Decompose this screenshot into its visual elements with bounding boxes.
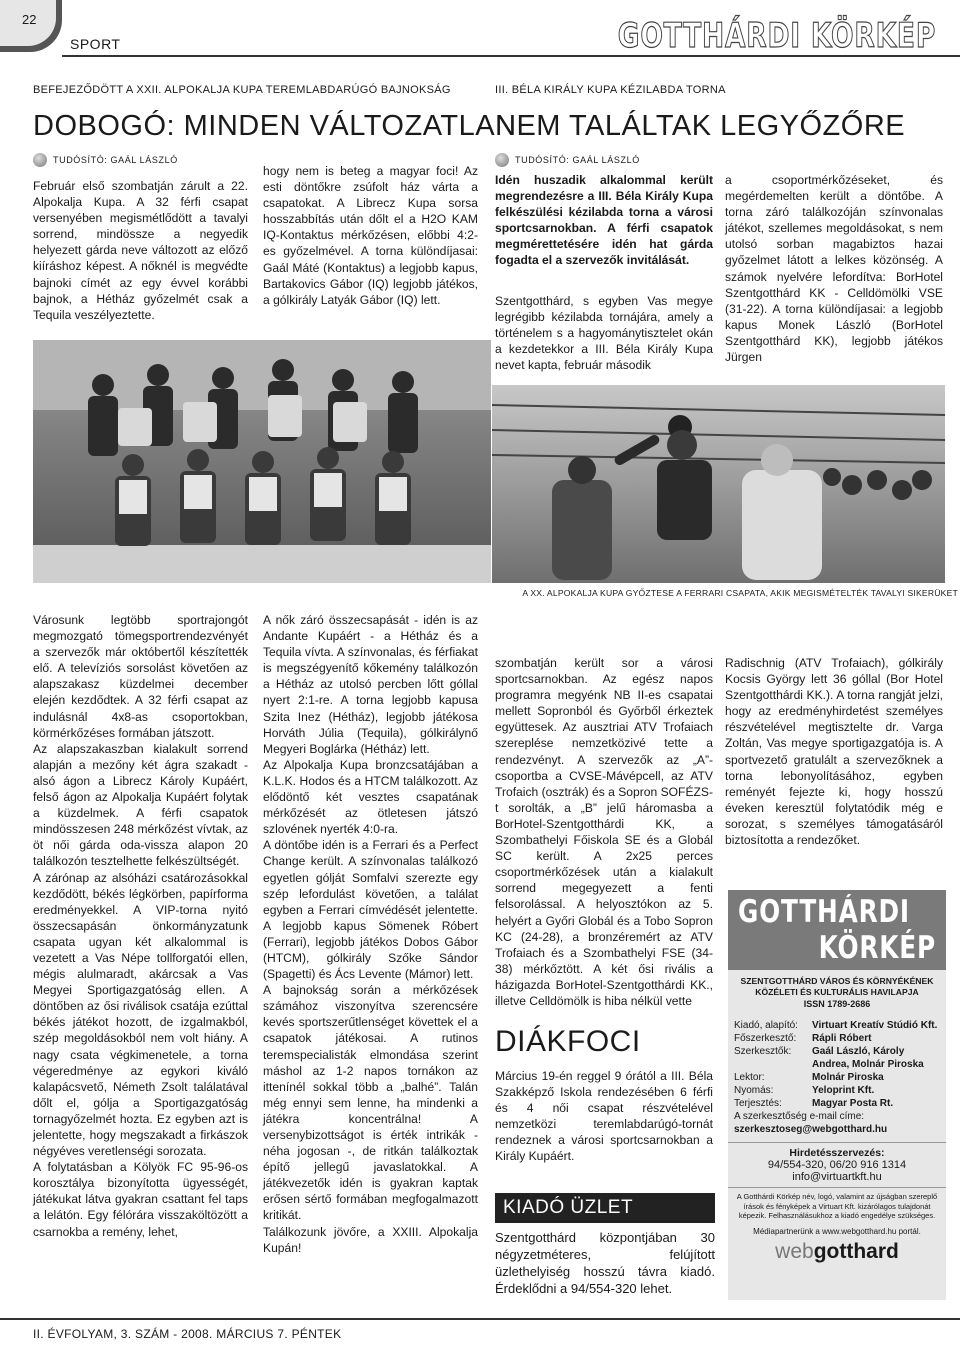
impressum-logo-line1: GOTTHÁRDI: [738, 894, 910, 930]
ads-label: Hirdetésszervezés:: [789, 1147, 885, 1159]
impressum-email-label: A szerkesztőség e-mail címe:: [734, 1111, 865, 1122]
team-photo-drawing: [33, 340, 491, 583]
article2-lead: Idén huszadik alkalommal került megrendezésre a III. Béla Király Kupa felkészülési kézilabda torna a városi sportcsarnokban. A férfi csapatok megmérettetésére idén hat gárda fogadta el a szervezők invitálását.: [495, 173, 713, 268]
ads-phone: 94/554-320, 06/20 916 1314: [767, 1159, 907, 1171]
page-number: 22: [22, 12, 37, 27]
handball-photo: [492, 385, 945, 583]
ad-title: KIADÓ ÜZLET: [495, 1193, 715, 1223]
page-number-tab: [0, 0, 62, 52]
article1-paragraph: Az Alpokalja Kupa bronzcsatájában a K.L.K. Hodos és a HTCM találkozott. Az elődöntő két vesztes csapatának mérkőzését az ötletesen játszó szlovének nyerték 4:0-ra.: [263, 757, 478, 837]
impressum-ads: [728, 1142, 946, 1187]
webgotthard-logo: [728, 1240, 946, 1264]
byline-bullet-icon: [495, 153, 509, 167]
article1-paragraph: A döntőbe idén is a Ferrari és a Perfect Change került. A színvonalas találkozó egyetlen gólját Somfalvi szerezte egy szép lefordulást követően, a találat egyben a Ferrari címvédését jelentette. A legjobb kapus Sömenek Róbert (Ferrari), legjobb játékos Dobos Gábor (HTCM), gólkirály Szőke Sándor (Spagetti) és Ács Levente (Mámor) lett.: [263, 838, 478, 982]
webgotthard-logo-gotthard: gotthard: [813, 1239, 899, 1263]
article2-kicker: III. BÉLA KIRÁLY KUPA KÉZILABDA TORNA: [495, 84, 726, 96]
diakfoci-title: DIÁKFOCI: [495, 1025, 641, 1058]
ads-email[interactable]: info@virtuartkft.hu: [792, 1171, 882, 1183]
brand-title: GOTTHÁRDI KÖRKÉP: [617, 16, 936, 56]
article1-col2-bottom: [263, 612, 478, 1256]
diakfoci-text: Március 19-én reggel 9 órától a III. Béla Szakképző Iskola rendezésében 6 férfi és 4 női csapat részvételével nemzetközi teremlabdarúgó-tornát rendeznek a városi sportcsarnokban a Király Kupáért.: [495, 1069, 713, 1164]
article1-intro: Február első szombatján zárult a 22. Alpokalja Kupa. A 32 férfi csapat versenyében megismétlődött a tavalyi sorrend, mindössze a negyedik helyezett gárda neve változott az előző kiíráshoz képest. A nőknél is megvédte bajnoki címét az egy évvel korábbi bajnok, a Hétház győzelmét csak a Tequila veszélyeztette.: [33, 179, 248, 322]
article1-byline: [33, 153, 178, 167]
byline-bullet-icon: [33, 153, 47, 167]
article1-title: DOBOGÓ: MINDEN VÁLTOZATLAN: [33, 110, 517, 142]
article2-byline: [495, 153, 640, 167]
impressum-partner: Médiapartnerünk a www.webgotthard.hu portál.: [753, 1226, 921, 1236]
team-photo-caption: A XX. ALPOKALJA KUPA GYŐZTESE A FERRARI CSAPATA, AKIK MEGISMÉTELTÉK TAVALYI SIKERÜKET: [522, 588, 958, 598]
impressum-row: Szerkesztők: Gaál László, Károly Andrea, Molnár Piroska: [734, 1046, 924, 1070]
article1-paragraph: A bajnokság során a mérkőzések számához viszonyítva szerencsére kevés sportszerűtlenséget követtek el a csapatok játékosai. A rutinos teremspecialisták elmondása szerint máshol az 1-2 napos tornákon az ittenínél sokkal több a „balhé”. Talán még ennyi sem lenne, ha mindenki a játékra koncentrálna! A versenybizottságot is érték intrikák - néha jogosan -, de ritkán találkoztak építő jellegű javaslatokkal. A játékvezetők idén is gyakran kaptak erősen sértő formában megfogalmazott kritikát.: [263, 983, 478, 1223]
impressum-row: Terjesztés: Magyar Posta Rt.: [734, 1098, 894, 1109]
impressum-row: Lektor: Molnár Piroska: [734, 1072, 884, 1083]
footer-issue: II. ÉVFOLYAM, 3. SZÁM - 2008. MÁRCIUS 7. PÉNTEK: [33, 1327, 342, 1341]
ad-text: Szentgotthárd központjában 30 négyzetméteres, felújított üzlethelyiség hosszú távra kiadó. Érdeklődni a 94/554-320 lehet.: [495, 1230, 715, 1296]
impressum-row: Kiadó, alapító: Virtuart Kreatív Stúdió Kft.: [734, 1020, 938, 1031]
article2-col1-bottom: szombatján került sor a városi sportcsarnokban. Az egész napos programra megyénk NB II-es csapatai mellett Sopronból és Győrből érkeztek együttesek. Az ausztriai ATV Trofaiach szereplése nemzetközivé tette a rendezvényt. A szervezők az „A”- csoportba a CVSE-Mávépcell, az ATV Trofaich (osztrák) és a Sopron SOFÉZS-t sorolták, a „B” jelű háromasba a BorHotel-Szentgotthárdi KK, a Szombathelyi Főiskola SE és a Globál SC került. A 2x25 perces csoportmérkőzések után a kialakult sorrend megegyezett a fenti felsorolással. A helyosztókon az 5. helyért a Győri Globál és a Tobo Sopron KC (24-28), a bronzéremért az ATV Trofaiach és a Szombathelyi FSE (34-38) mérkőztött. A két ősi rivális a házigazda BorHotel-Szentgotthárdi KK., illetve Celldömölk is hiba nélkül vette: [495, 656, 713, 1008]
article1-col2-top: hogy nem is beteg a magyar foci! Az esti döntőkre zsúfolt ház várta a csapatokat. A Librecz Kupa sorsa hosszabbítás után dőlt el a H2O KAM IQ-Kontaktus mérkőzésen, előbbi 4:2-es győzelmével. A torna különdíjasai: Gaál Máté (Kontaktus) a legjobb kapus, Bartakovics Gábor (IQ) legjobb játékos, a gólkirály Latyák Gábor (IQ) lett.: [263, 164, 478, 307]
impressum-logo: [728, 890, 946, 970]
article2-col2-bottom: Radischnig (ATV Trofaiach), gólkirály Kocsis György lett 36 góllal (Bor Hotel Szentgotthárdi KK.). A torna rangját jelzi, hogy az eredményhirdetést személyes részvételével megtisztelte dr. Varga Zoltán, Vas megye sportigazgatója is. A sportvezető gratulált a szervezőknek a torna lebonyolításához, egyben reményét fejezte ki, hogy hosszú éveken keresztül folytatódik még e sorozat, s személyes támogatásáról biztosította a rendezőket.: [725, 656, 943, 848]
article1-paragraph: A zárónap az alsóházi csatározásokkal kezdődött, békés légkörben, papírforma eredményekkel. A VIP-torna nyitó összecsapásán önkormányzatunk csapata ugyan két alkalommal is vezetett a Vas Népe tollforgatói ellen, mégis alulmaradt, akárcsak a Vas Megyei Sportigazgatóság ellen. A döntőben az ősi riválisok csatája ezúttal békés játékot hozott, de izgalmakból, szép megoldásokból nem volt hiány. A nagy csata végkimenetele, a torna végeredménye az egykori kiváló kalapácsvető, Németh Zsolt találatával dőlt el, gólja a Sportigazgatóság tornagyőzelmét hozta. Ez egyben azt is jelentette, hogy megszakadt a firkászok négyéves veretlenségi sorozata.: [33, 870, 248, 1159]
ferrari-team-photo: [33, 340, 491, 583]
impressum-row: Nyomás: Yeloprint Kft.: [734, 1085, 875, 1096]
article2-col1-top: Szentgotthárd, s egyben Vas megye legrégibb kézilabda tornájára, amely a történelem s a hagyománytisztelet okán a kezdetekkor a III. Béla Király Kupa nevet kapta, február második: [495, 294, 713, 373]
impressum-tagline: SZENTGOTTHÁRD VÁROS ÉS KÖRNYÉKÉNEK KÖZÉLETI ÉS KULTURÁLIS HAVILAPJA: [740, 976, 934, 997]
article1-paragraph: A nők záró összecsapását - idén is az Andante Kupáért - a Hétház és a Tequila vívta. A színvonalas, és férfiakat is megszégyenítő kőkemény találkozón a Hétház az utolsó percben lőtt góllal nyert 2:1-re. A torna legjobb kapusa Szita Inez (Hétház), legjobb játékosa Horváth Júlia (Tequila), gólkirálynő Megyeri Boglárka (Hétház) lett.: [263, 613, 478, 756]
article1-paragraph: Találkozunk jövőre, a XXIII. Alpokalja Kupán!: [263, 1224, 478, 1255]
impressum-rows: [728, 1011, 946, 1136]
webgotthard-logo-web: web: [775, 1239, 814, 1263]
article1-paragraph: A folytatásban a Kölyök FC 95-96-os korosztálya bizonyította ügyességét, játékukat látva gyakran csattant fel taps a lelátón. Egy félórára visszaköltözött a csarnokba a remény, lehet,: [33, 1160, 248, 1239]
section-label: SPORT: [70, 36, 121, 52]
impressum-row: Főszerkesztő: Rápli Róbert: [734, 1033, 872, 1044]
impressum-legal: A Gotthárdi Körkép név, logó, valamint az újságban szereplő írások és fényképek a Virtuart Kft. kizárólagos tulajdonát képezik. Felhasználásukhoz a kiadó engedélye szükséges.: [728, 1187, 946, 1225]
article2-col2-top: a csoportmérkőzéseket, és megérdemelten került a döntőbe. A torna záró találkozóján színvonalas játékot, szellemes megoldásokat, s nem utolsó sorban magabiztos hazai győzelmet látott a lelkes közönség. A számok nyelvére lefordítva: BorHotel Szentgotthárd KK - Celldömölki VSE (31-22). A torna különdíjasai: a legjobb kapus Monek László (BorHotel Szentgotthárd KK), legjobb játékos Jürgen: [725, 173, 943, 365]
impressum-email[interactable]: szerkesztoseg@webgotthard.hu: [734, 1124, 888, 1135]
article1-paragraph: Az alapszakaszban kialakult sorrend alapján a mezőny két ágra szakadt - alsó ágon a Librecz Károly Kupáért, felső ágon az Alpokalja Kupáért folytak a küzdelmek. A férfi csapatok mindösszesen 248 mérkőzést vívtak, az öt női gárda oda-vissza alapon 20 találkozón tesztelhette felkészültségét.: [33, 741, 248, 869]
impressum-issn: ISSN 1789-2686: [803, 999, 871, 1009]
article1-col1-bottom: [33, 612, 248, 1240]
ad-box: [495, 1193, 715, 1297]
article2-byline-text: TUDÓSÍTÓ: GAÁL LÁSZLÓ: [515, 155, 640, 165]
article1-kicker: BEFEJEZŐDÖTT A XXII. ALPOKALJA KUPA TEREMLABDARÚGÓ BAJNOKSÁG: [33, 84, 451, 96]
article1-paragraph: Városunk legtöbb sportrajongót megmozgató tömegsportrendezvényét a szervezők már októbertől készítették elő. A televíziós sorsolást követően az alapszakasz küzdelmei december elején kezdődtek. A 32 férfi csapat az indulásnál 4x8-as csoportokban, körmérkőzéses formában játszott.: [33, 613, 248, 740]
footer-rule: [0, 1318, 960, 1320]
handball-photo-drawing: [492, 385, 945, 583]
impressum-logo-line2: KÖRKÉP: [818, 930, 936, 966]
impressum-box: [728, 890, 946, 1300]
article1-byline-text: TUDÓSÍTÓ: GAÁL LÁSZLÓ: [53, 155, 178, 165]
article2-title: NEM TALÁLTAK LEGYŐZŐRE: [495, 110, 906, 142]
